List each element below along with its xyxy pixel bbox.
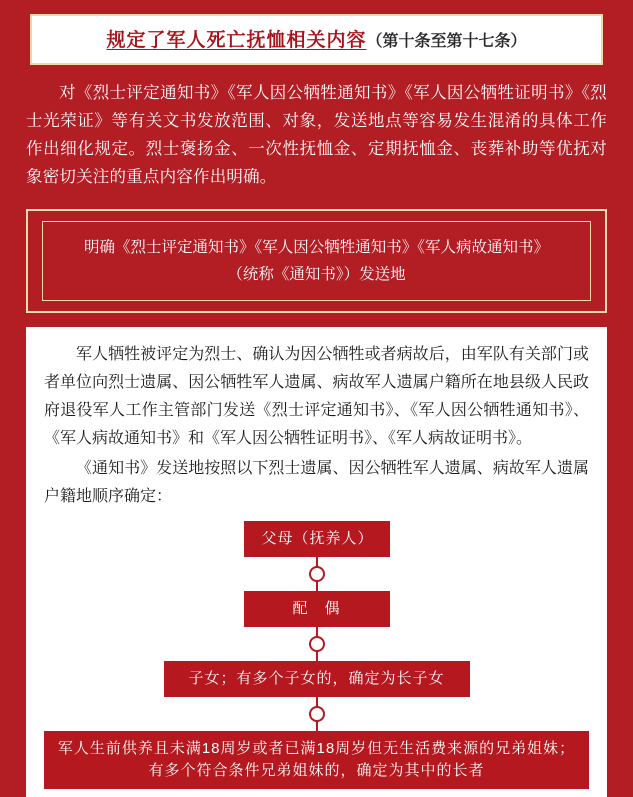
highlight-line-2: （统称《通知书》）发送地 <box>227 266 406 283</box>
intro-paragraph: 对《烈士评定通知书》《军人因公牺牲通知书》《军人因公牺牲证明书》《烈士光荣证》等有关文书发放范围、对象，发送地点等容易发生混淆的具体工作作出细化规定。烈士褒扬金、一次性抚恤金、定期抚恤金、丧葬补助等优抚对象密切关注的重点内容作出明确。 <box>26 84 607 186</box>
title-banner <box>30 14 603 65</box>
content-paragraph-2: 《通知书》发送地按照以下烈士遗属、因公牺牲军人遗属、病故军人遗属户籍地顺序确定： <box>44 460 589 505</box>
content-card <box>26 327 607 797</box>
page-title: 规定了军人死亡抚恤相关内容 <box>106 30 367 51</box>
flow-row-3 <box>44 661 589 697</box>
flow-row-4 <box>44 731 589 789</box>
highlight-inner <box>42 221 591 301</box>
flow-connector-1 <box>44 557 589 591</box>
flow-node-siblings: 军人生前供养且未满18周岁或者已满18周岁但无生活费来源的兄弟姐妹；有多个符合条件兄弟姐妹的，确定为其中的长者 <box>44 731 589 789</box>
highlight-box <box>26 209 607 313</box>
connector-dot-icon <box>309 566 325 582</box>
page-title-subtitle: （第十条至第十七条） <box>366 33 527 50</box>
content-paragraph-1: 军人牺牲被评定为烈士、确认为因公牺牲或者病故后，由军队有关部门或者单位向烈士遗属、因公牺牲军人遗属、病故军人遗属户籍所在地县级人民政府退役军人工作主管部门发送《烈士评定通知书》、《军人因公牺牲通知书》、《军人病故通知书》和《军人因公牺牲证明书》、《军人病故证明书》。 <box>44 346 589 447</box>
flow-row-2 <box>44 591 589 627</box>
highlight-line-1: 明确《烈士评定通知书》《军人因公牺牲通知书》《军人病故通知书》 <box>83 239 549 256</box>
intro-section <box>26 79 607 191</box>
flow-row-1 <box>44 521 589 557</box>
connector-dot-icon <box>309 706 325 722</box>
flow-node-children: 子女；有多个子女的，确定为长子女 <box>164 661 470 697</box>
flow-chart <box>44 521 589 797</box>
document-page <box>0 14 633 779</box>
flow-node-parents: 父母（抚养人） <box>244 521 390 557</box>
flow-node-spouse: 配 偶 <box>244 591 390 627</box>
connector-dot-icon <box>309 636 325 652</box>
flow-connector-2 <box>44 627 589 661</box>
flow-connector-3 <box>44 697 589 731</box>
